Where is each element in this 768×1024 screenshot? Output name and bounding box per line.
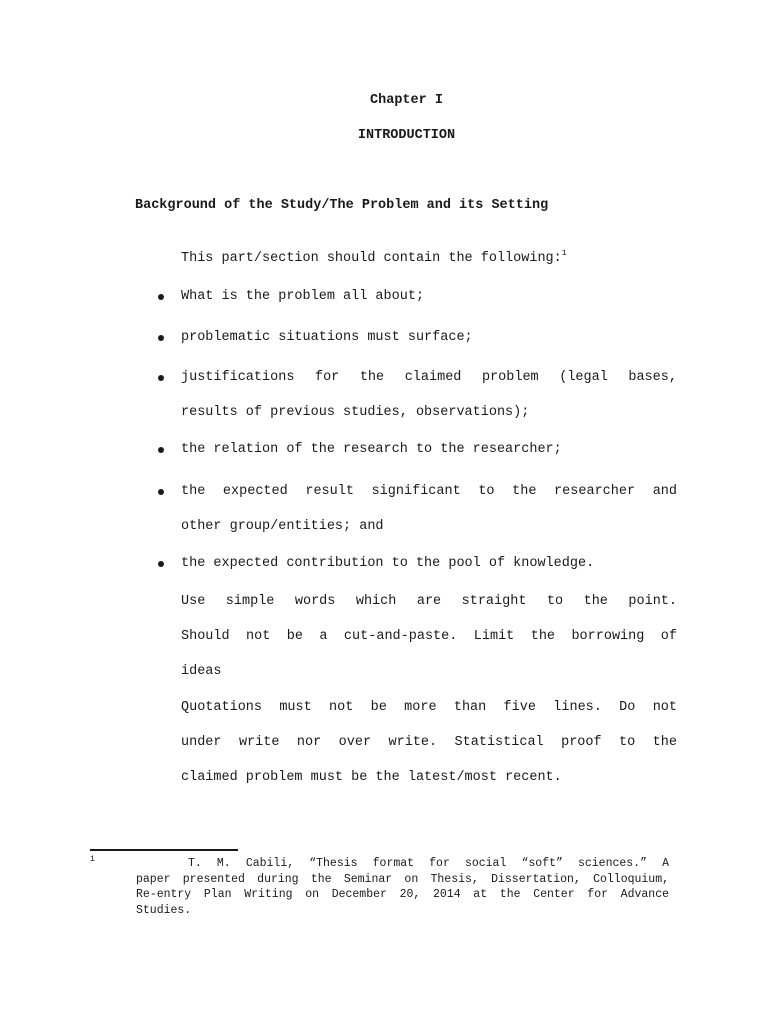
paragraph-2-line-3: claimed problem must be the latest/most recent. — [181, 770, 562, 785]
paragraph-1-line-2: Should not be a cut-and-paste. Limit the borrowing of — [181, 629, 677, 644]
footnote-line-2: paper presented during the Seminar on Thesis, Dissertation, Colloquium, — [136, 872, 669, 886]
list-item-2: problematic situations must surface; — [181, 330, 473, 345]
list-item-4: the relation of the research to the researcher; — [181, 442, 562, 457]
list-item-5-line-2: other group/entities; and — [181, 519, 384, 534]
footnote-line-3: Re-entry Plan Writing on December 20, 2014 at the Center for Advance — [136, 888, 669, 901]
paragraph-2-line-1: Quotations must not be more than five lines. Do not — [181, 700, 677, 715]
bullet-dot-4 — [158, 447, 164, 453]
section-heading: Background of the Study/The Problem and its Setting — [135, 198, 549, 213]
footnote-reference: 1 — [561, 249, 567, 258]
bullet-dot-3 — [158, 375, 164, 381]
list-item-3-line-1: justifications for the claimed problem (legal bases, — [181, 370, 677, 385]
footnote-line-4: Studies. — [136, 903, 192, 917]
footnote-mark: 1 — [90, 855, 95, 864]
paragraph-1-line-3: ideas — [181, 664, 222, 679]
bullet-dot-2 — [158, 335, 164, 341]
intro-text: This part/section should contain the following: — [181, 251, 562, 266]
list-item-1: What is the problem all about; — [181, 289, 425, 304]
chapter-label: Chapter I — [370, 93, 443, 108]
paragraph-1-line-1: Use simple words which are straight to the point. — [181, 594, 677, 609]
bullet-dot-6 — [158, 561, 164, 567]
chapter-title: INTRODUCTION — [357, 128, 456, 143]
footnote-separator — [90, 849, 238, 851]
intro-sentence — [181, 251, 567, 266]
paragraph-2-line-2: under write nor over write. Statistical proof to the — [181, 735, 677, 750]
bullet-dot-1 — [158, 294, 164, 300]
list-item-6: the expected contribution to the pool of knowledge. — [181, 556, 595, 571]
footnote-line-1: T. M. Cabili, “Thesis format for social “soft” sciences.” A — [188, 857, 669, 870]
bullet-dot-5 — [158, 489, 164, 495]
list-item-5-line-1: the expected result significant to the researcher and — [181, 484, 677, 499]
list-item-3-line-2: results of previous studies, observations); — [181, 405, 530, 420]
footnote-text — [136, 856, 669, 918]
